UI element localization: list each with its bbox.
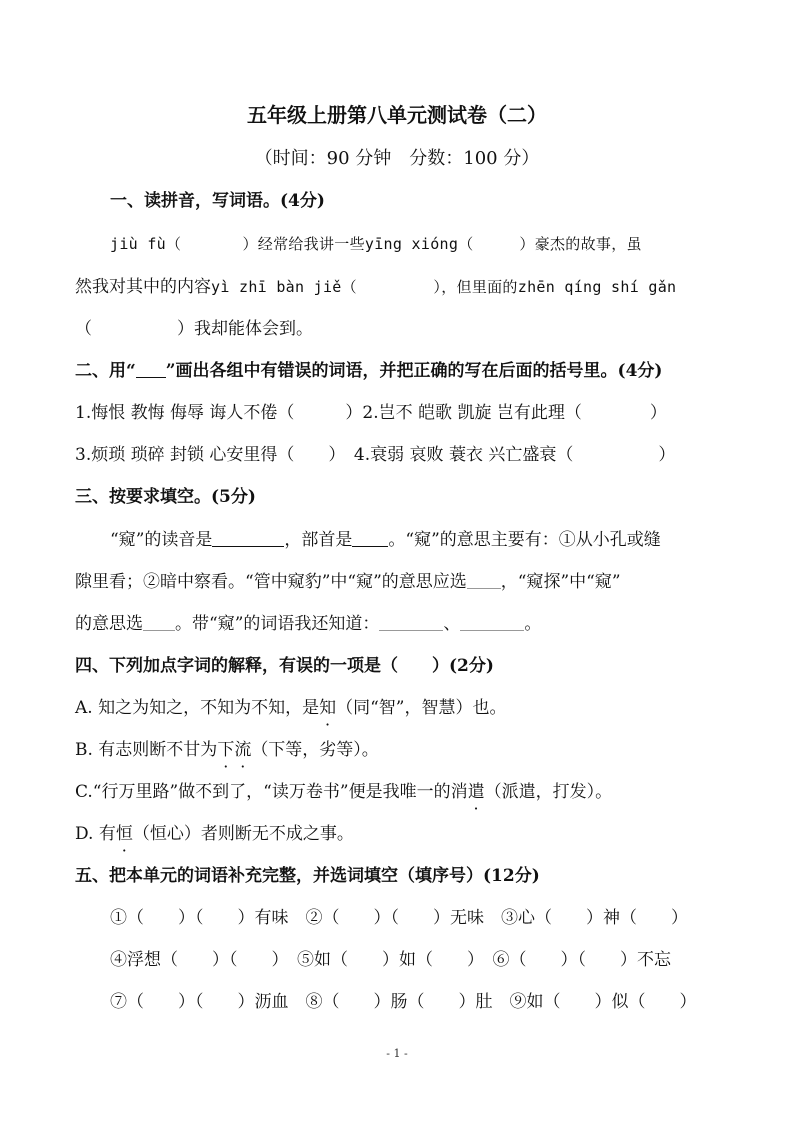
section-3-line-2 — [75, 571, 621, 593]
text-fragment: 。“窥”的意思主要有：①从小孔或缝 — [388, 530, 661, 550]
section-3-line-1 — [110, 529, 661, 551]
section-1-line-2 — [75, 276, 676, 298]
blank-word-1 — [379, 614, 443, 631]
section-5-heading: 五、把本单元的词语补充完整，并选词填空（填序号）(12分) — [75, 866, 540, 886]
pinyin-yizhibanjie: yì zhī bàn jiě（ ），但里面的 — [211, 278, 518, 296]
option-c — [75, 781, 612, 803]
heading-part: 二、用“ — [75, 361, 136, 381]
blank-word-2 — [460, 614, 524, 631]
pinyin-zhenqingshigan: zhēn qíng shí gǎn — [517, 278, 677, 296]
text-fragment: 。带“窥”的词语我还知道： — [175, 614, 380, 634]
section-5-row-1: ①（ ）（ ）有味 ②（ ）（ ）无味 ③心（ ）神（ ） — [110, 908, 688, 928]
text-fragment: （派遣，打发）。 — [484, 782, 613, 802]
text-fragment: D. 有 — [75, 824, 116, 844]
text-fragment: 。 — [524, 614, 542, 634]
section-4-heading: 四、下列加点字词的解释，有误的一项是（ ）(2分) — [75, 656, 494, 676]
option-a — [75, 697, 506, 719]
dotted-char: 知 — [319, 698, 337, 718]
dotted-char: 恒 — [115, 824, 133, 844]
section-3-line-3 — [75, 613, 541, 635]
text-fragment: （恒心）者则断无不成之事。 — [132, 824, 354, 844]
heading-part: ”画出各组中有错误的词语，并把正确的写在后面的括号里。(4分) — [165, 361, 663, 381]
exam-info: （时间：90 分钟 分数：100 分） — [254, 148, 540, 169]
pinyin-jiufu: jiù fù（ ）经常给我讲一些 — [110, 235, 365, 253]
option-b — [75, 739, 379, 761]
page-number: - 1 - — [386, 1047, 408, 1060]
option-d — [75, 823, 354, 845]
blank-radical — [352, 530, 388, 547]
text-fragment: （下等，劣等）。 — [251, 740, 379, 760]
text-fragment: ，部首是 — [284, 530, 353, 550]
section-1-line-3: （ ）我却能体会到。 — [75, 319, 313, 339]
text-fragment: 隙里看；②暗中察看。“管中窥豹”中“窥”的意思应选 — [75, 572, 467, 592]
page-title: 五年级上册第八单元测试卷（二） — [247, 103, 547, 127]
section-1-heading: 一、读拼音，写词语。(4分) — [110, 191, 325, 211]
dotted-char: 遣 — [467, 782, 485, 802]
blank-reading — [212, 530, 284, 547]
dotted-char: 下 — [217, 740, 235, 760]
text-fragment: ，“窥探”中“窥” — [500, 572, 621, 592]
text-fragment: C.“行万里路”做不到了，“读万卷书”便是我唯一的消 — [75, 782, 468, 802]
section-2-heading — [75, 360, 662, 382]
text-fragment: “窥”的读音是 — [110, 530, 213, 550]
text-fragment: A. 知之为知之，不知为不知，是 — [75, 698, 320, 718]
text-fragment: 、 — [443, 614, 461, 634]
dotted-char: 流 — [234, 740, 252, 760]
section-5-row-2: ④浮想（ ）（ ） ⑤如（ ）如（ ） ⑥（ ）（ ）不忘 — [110, 950, 671, 970]
section-3-heading: 三、按要求填空。(5分) — [75, 487, 256, 507]
blank-choice-1 — [467, 572, 501, 589]
pinyin-yingxiong: yīng xióng（ ）豪杰的故事，虽 — [364, 235, 642, 253]
text-fragment: 然我对其中的内容 — [75, 277, 211, 297]
text-fragment: （同“智”，智慧）也。 — [336, 698, 507, 718]
section-5-row-3: ⑦（ ）（ ）沥血 ⑧（ ）肠（ ）肚 ⑨如（ ）似（ ） — [110, 992, 697, 1012]
text-fragment: B. 有志则断不甘为 — [75, 740, 218, 760]
section-2-row-2: 3.烦琐 琐碎 封锁 心安里得（ ） 4.衰弱 哀败 蓑衣 兴亡盛衰（ ） — [75, 445, 676, 465]
section-2-row-1: 1.悔恨 教悔 侮辱 诲人不倦（ ）2.岂不 皑歌 凯旋 岂有此理（ ） — [75, 403, 667, 423]
underline-mark — [136, 361, 166, 378]
text-fragment: 的意思选 — [75, 614, 143, 634]
section-1-line-1 — [110, 233, 642, 255]
blank-choice-2 — [143, 614, 175, 631]
